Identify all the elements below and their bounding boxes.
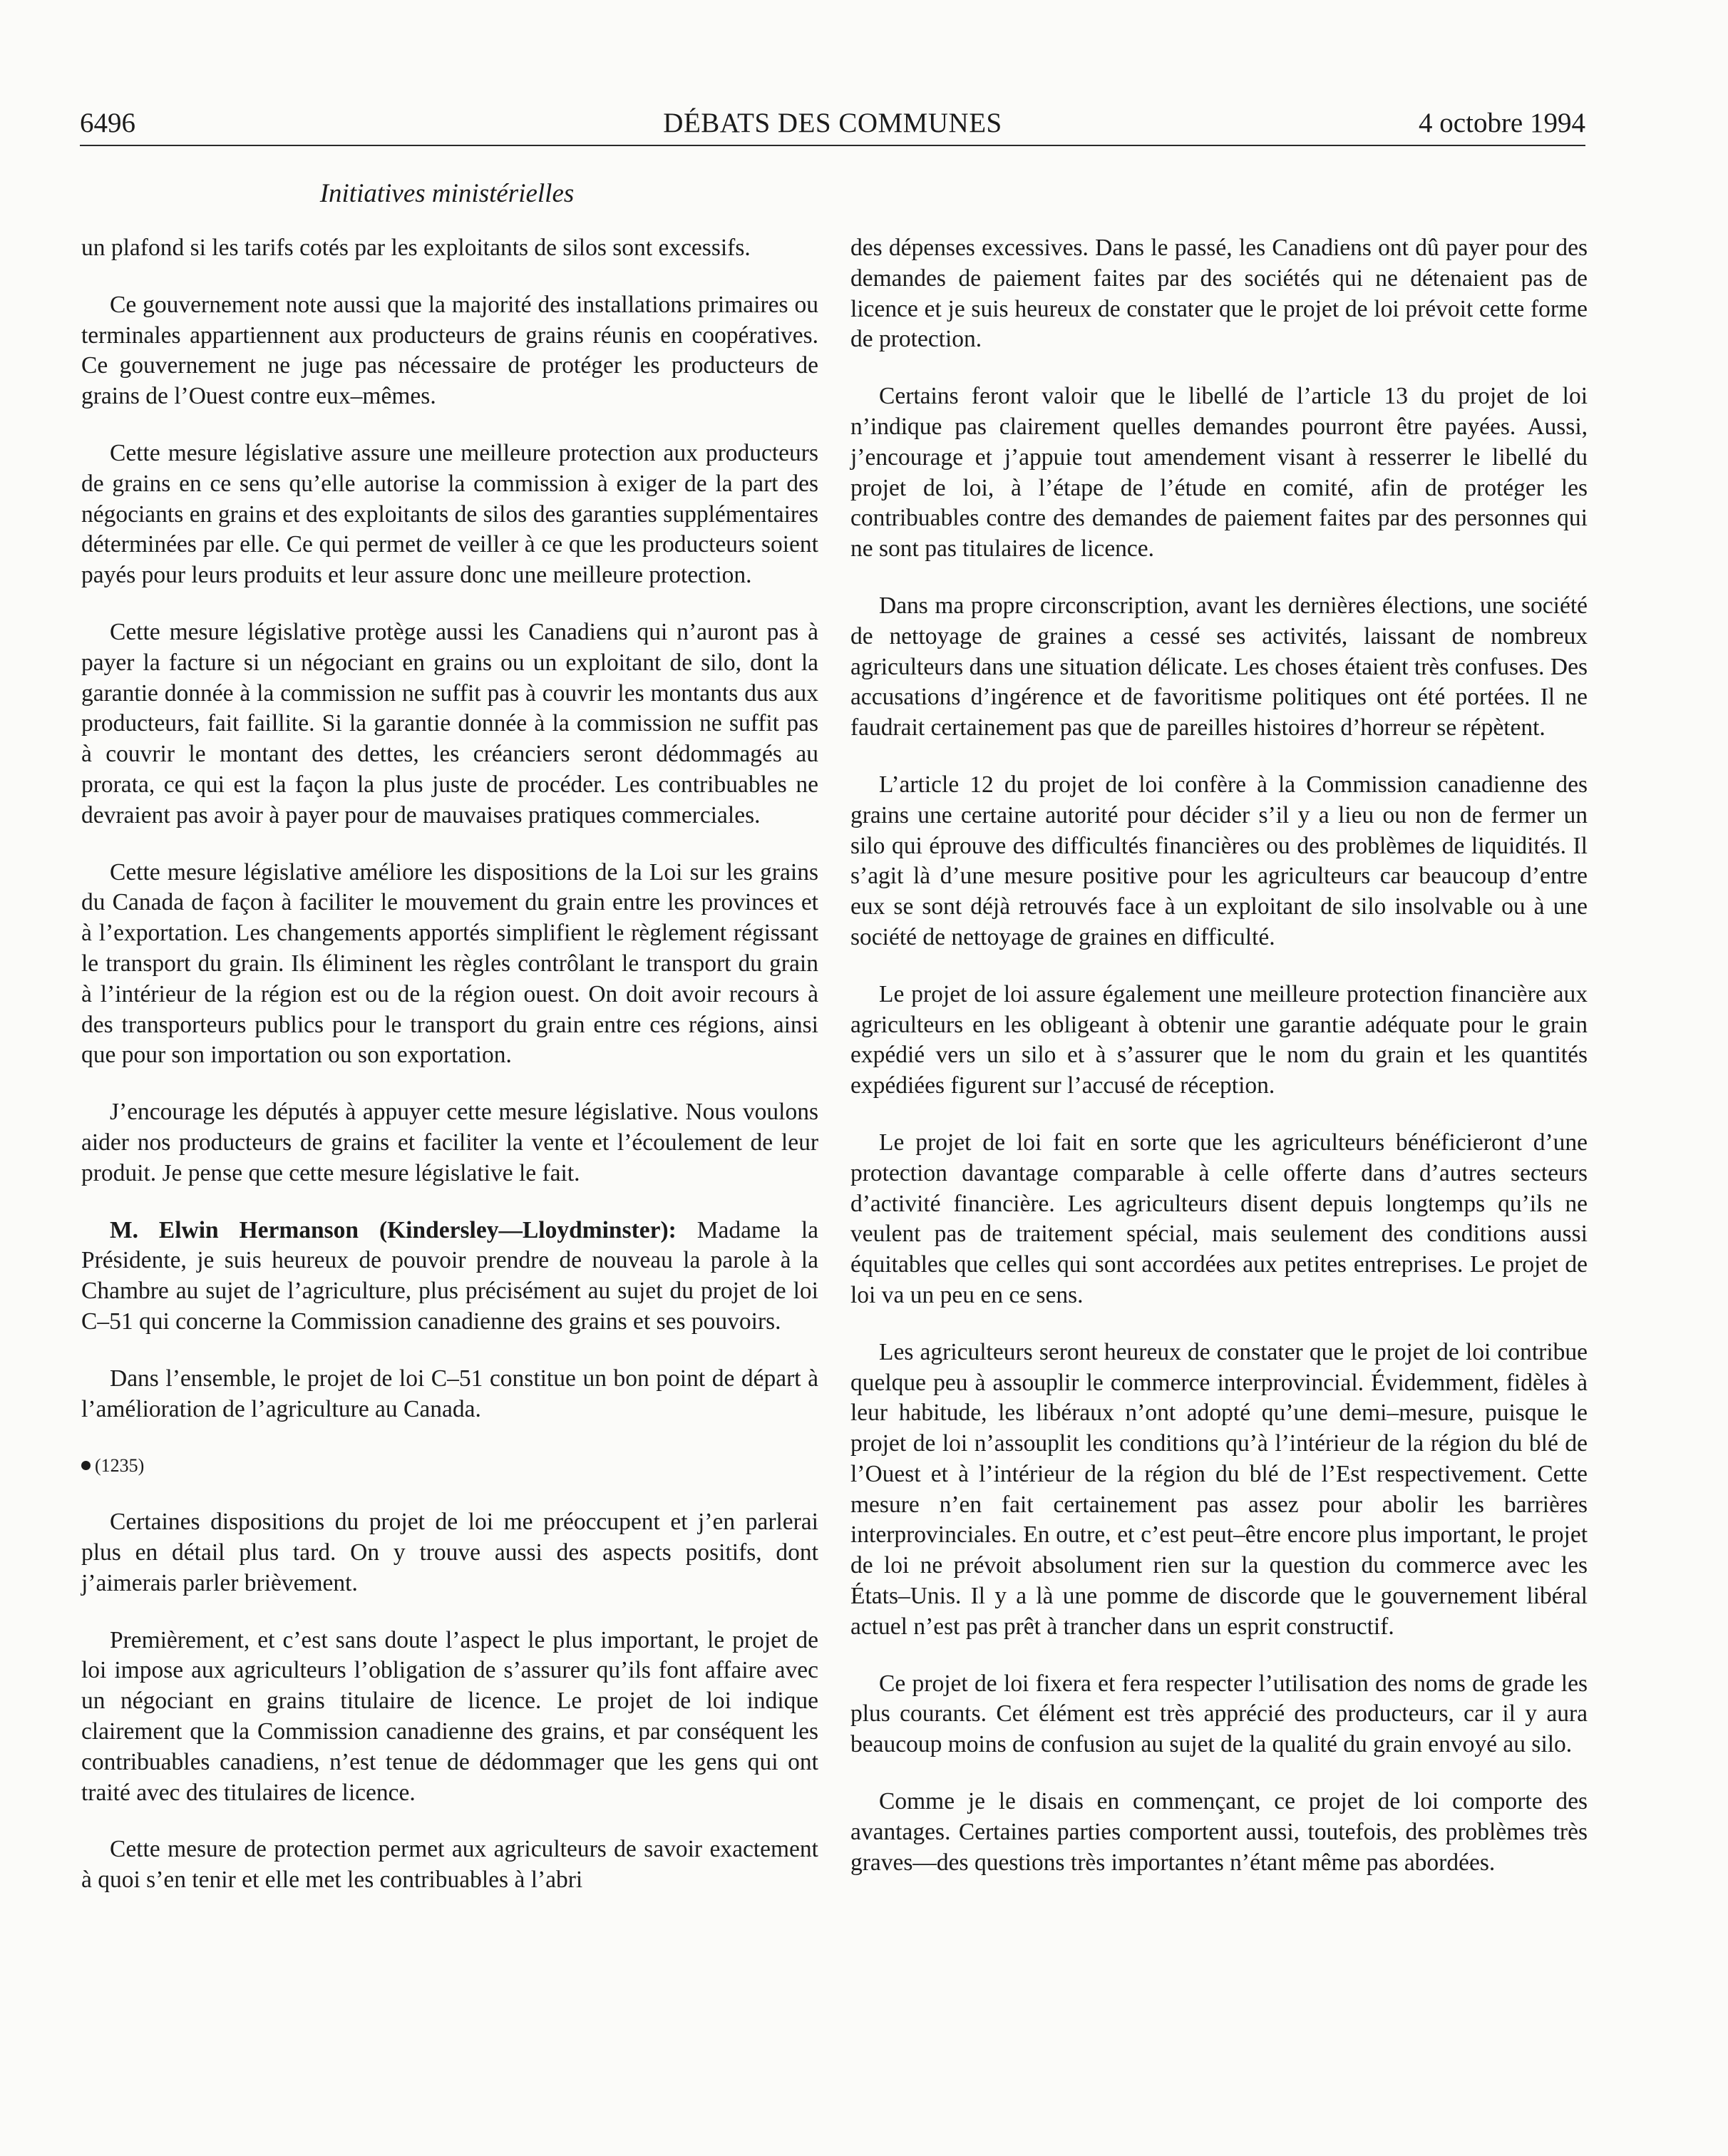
- paragraph: Ce projet de loi fixera et fera respecter l’utilisation des noms de grade les plus courants. Cet élément est très apprécié des producteurs, car il y aura beaucoup moins de confusion au sujet de la qualité du grain envoyé au silo.: [850, 1670, 1588, 1758]
- paragraph: Les agriculteurs seront heureux de constater que le projet de loi contribue quelque peu à assouplir le commerce interprovincial. Évidemment, fidèles à leur habitude, les libéraux n’ont adopté qu’une demi–mesure, puisque le projet de loi n’assouplit les conditions qu’à l’intérieur de la région du blé de l’Ouest et à l’intérieur de la région du blé de l’Est respectivement. Cette mesure n’en fait certainement pas assez pour abolir les barrières interprovinciales. En outre, et c’est peut–être encore plus important, le projet de loi ne prévoit absolument rien sur la question du commerce avec les États–Unis. Il y a là une pomme de discorde que le gouvernement libéral actuel n’est pas prêt à trancher dans un esprit constructif.: [850, 1338, 1588, 1640]
- paragraph: un plafond si les tarifs cotés par les exploitants de silos sont excessifs.: [81, 235, 751, 261]
- speech-paragraph: [81, 1216, 818, 1338]
- paragraph: Le projet de loi assure également une meilleure protection financière aux agriculteurs en les obligeant à obtenir une garantie adéquate pour le grain expédié vers un silo et à s’assurer que le nom du grain et les quantités expédiées figurent sur l’accusé de réception.: [850, 980, 1588, 1099]
- paragraph: L’article 12 du projet de loi confère à la Commission canadienne des grains une certaine autorité pour décider s’il y a lieu ou non de fermer un silo qui éprouve des difficultés financières ou des problèmes de liquidités. Il s’agit là d’une mesure positive pour les agriculteurs car beaucoup d’entre eux se sont déjà retrouvés face à un exploitant de silo insolvable ou à une société de nettoyage de graines en difficulté.: [850, 771, 1588, 950]
- paragraph: Le projet de loi fait en sorte que les agriculteurs bénéficieront d’une protection davantage comparable à celle offerte dans d’autres secteurs d’activité financière. Les agriculteurs disent depuis longtemps qu’ils ne veulent pas de traitement spécial, mais seulement des conditions aussi équitables que celles qui sont accordées aux petites entreprises. Le projet de loi va un peu en ce sens.: [850, 1129, 1588, 1308]
- paragraph: Cette mesure législative protège aussi les Canadiens qui n’auront pas à payer la facture si un négociant en grains ou un exploitant de silo, dont la garantie donnée à la commission ne suffit pas à couvrir les montants dus aux producteurs, fait faillite. Si la garantie donnée à la commission ne suffit pas à couvrir le montant des dettes, les créanciers seront dédommagés au prorata, ce qui est la façon la plus juste de procéder. Les contribuables ne devraient pas avoir à payer pour de mauvaises pratiques commerciales.: [81, 618, 818, 828]
- timestamp-text: (1235): [95, 1455, 145, 1477]
- paragraph: Cette mesure de protection permet aux agriculteurs de savoir exactement à quoi s’en tenir et elle met les contribuables à l’abri: [81, 1836, 818, 1894]
- timestamp: [81, 1451, 818, 1481]
- page-header: [80, 100, 1585, 147]
- speaker-name: M. Elwin Hermanson (Kindersley—Lloydminster):: [110, 1216, 677, 1243]
- paragraph: Comme je le disais en commençant, ce projet de loi comporte des avantages. Certaines parties comportent aussi, toutefois, des problèmes très graves—des questions très importantes n’étant même pas abordées.: [850, 1788, 1588, 1876]
- right-column: [850, 233, 1588, 1878]
- paragraph: Cette mesure législative améliore les dispositions de la Loi sur les grains du Canada de façon à faciliter le mouvement du grain entre les provinces et à l’exportation. Les changements apportés simplifient le règlement régissant le transport du grain. Ils éliminent les règles contrôlant le transport du grain à l’intérieur de la région est ou de la région ouest. On doit avoir recours à des transporteurs publics pour le transport du grain entre ces régions, ainsi que pour son importation ou son exportation.: [81, 858, 818, 1069]
- paragraph: des dépenses excessives. Dans le passé, les Canadiens ont dû payer pour des demandes de paiement faites par des sociétés qui ne détenaient pas de licence et je suis heureux de constater que le projet de loi prévoit cette forme de protection.: [850, 235, 1588, 353]
- paragraph: Cette mesure législative assure une meilleure protection aux producteurs de grains en ce sens qu’elle autorise la commission à exiger de la part des négociants en grains et des exploitants de silos des garanties supplémentaires déterminées par elle. Ce qui permet de veiller à ce que les producteurs soient payés pour leurs produits et leur assure donc une meilleure protection.: [81, 439, 818, 589]
- paragraph: Premièrement, et c’est sans doute l’aspect le plus important, le projet de loi impose aux agriculteurs l’obligation de s’assurer qu’ils font affaire avec un négociant en grains titulaire de licence. Le projet de loi indique clairement que la Commission canadienne des grains, et par conséquent les contribuables canadiens, n’est tenue de dédommager que les gens qui ont traité avec des titulaires de licence.: [81, 1626, 818, 1806]
- paragraph: J’encourage les députés à appuyer cette mesure législative. Nous voulons aider nos producteurs de grains et faciliter la vente et l’écoulement de leur produit. Je pense que cette mesure législative le fait.: [81, 1099, 818, 1186]
- page-number: 6496: [80, 108, 135, 138]
- paragraph: Dans ma propre circonscription, avant les dernières élections, une société de nettoyage de graines a cessé ses activités, laissant de nombreux agriculteurs dans une situation délicate. Les choses étaient très confuses. Des accusations d’ingérence et de favoritisme politiques ont été portées. Il ne faudrait certainement pas que de pareilles histoires d’horreur se répètent.: [850, 592, 1588, 741]
- left-column: [81, 233, 818, 1896]
- header-date: 4 octobre 1994: [1419, 108, 1585, 138]
- paragraph: Certaines dispositions du projet de loi me préoccupent et j’en parlerai plus en détail plus tard. On y trouve aussi des aspects positifs, dont j’aimerais parler brièvement.: [81, 1509, 818, 1596]
- paragraph: Ce gouvernement note aussi que la majorité des installations primaires ou terminales appartiennent aux producteurs de grains réunis en coopératives. Ce gouvernement ne juge pas nécessaire de protéger les producteurs de grains de l’Ouest contre eux–mêmes.: [81, 291, 818, 410]
- paragraph: Dans l’ensemble, le projet de loi C–51 constitue un bon point de départ à l’amélioration de l’agriculture au Canada.: [81, 1365, 818, 1422]
- speech-text: Madame la Présidente, je suis heureux de pouvoir prendre de nouveau la parole à la Chambre au sujet de l’agriculture, plus précisément au sujet du projet de loi C–51 qui concerne la Commission canadienne des grains et ses pouvoirs.: [81, 1216, 818, 1335]
- paragraph: Certains feront valoir que le libellé de l’article 13 du projet de loi n’indique pas clairement quelles demandes pourront être payées. Aussi, j’encourage et j’appuie tout amendement visant à resserrer le libellé du projet de loi, à l’étape de l’étude en comité, afin de protéger les contribuables contre des demandes de paiement faites par des personnes qui ne sont pas titulaires de licence.: [850, 383, 1588, 563]
- header-rule: [80, 145, 1585, 146]
- journal-title: DÉBATS DES COMMUNES: [663, 108, 1002, 138]
- bullet-icon: [81, 1461, 91, 1470]
- section-title: Initiatives ministérielles: [319, 179, 575, 208]
